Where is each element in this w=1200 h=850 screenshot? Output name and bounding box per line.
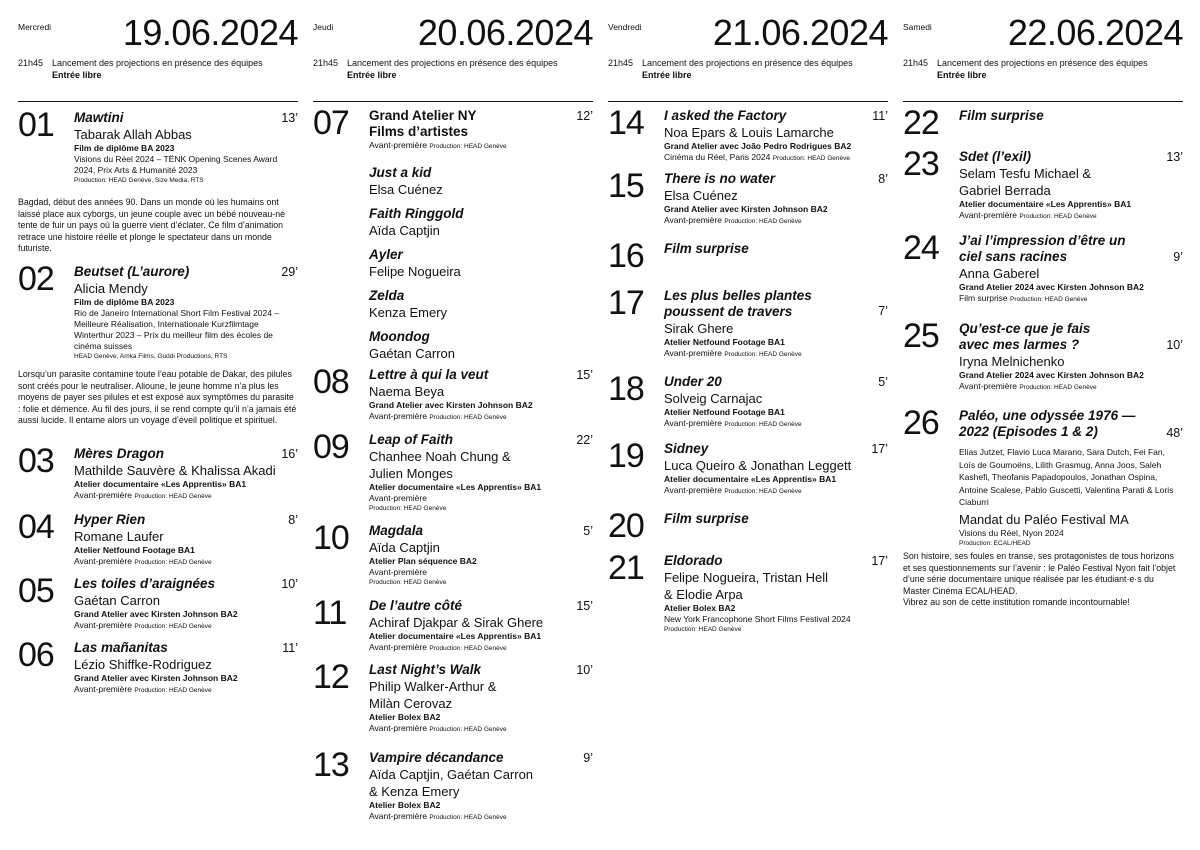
film-production: Production: HEAD Genève (429, 814, 507, 821)
screening-26 (903, 404, 1183, 548)
film-title: J’ai l’impression d’être un ciel sans racines (959, 233, 1126, 264)
intro-time: 21h45 (18, 58, 44, 68)
film-title: Mawtini (74, 110, 124, 125)
film-production: Production: HEAD Genève (134, 623, 212, 630)
film-duration: 9’ (1173, 250, 1183, 264)
film-duration: 48’ (1166, 426, 1183, 440)
screening-25 (903, 317, 1183, 392)
screening-24 (903, 229, 1183, 304)
film-director: Aïda Captjin, Gaétan Carron & Kenza Emery (369, 767, 534, 799)
film-duration: 11’ (872, 109, 888, 123)
film-course: Atelier documentaire «Les Apprentis» BA1 (74, 479, 247, 489)
screening-number: 22 (903, 104, 939, 142)
film-title: Film surprise (959, 108, 1044, 123)
film-duration: 7’ (878, 304, 888, 318)
day-name: Jeudi (313, 22, 334, 32)
day-name: Mercredi (18, 22, 52, 32)
film-director: Elsa Cuénez (664, 188, 738, 203)
screening-number: 15 (608, 167, 644, 205)
film-duration: 17’ (871, 442, 888, 456)
intro-line: Lancement des projections en présence des équipes (642, 58, 853, 68)
film-course: Film de diplôme BA 2023 (74, 143, 175, 153)
film-title: Mères Dragon (74, 446, 165, 461)
film-duration: 9’ (583, 751, 593, 765)
screening-number: 25 (903, 317, 939, 355)
film-title: Magdala (369, 523, 424, 538)
film-duration: 22’ (576, 433, 593, 447)
free-entry: Entrée libre (52, 69, 102, 80)
day-column-vendredi (608, 0, 888, 850)
film-title: Les toiles d’araignées (74, 576, 216, 591)
screening-number: 07 (313, 104, 349, 142)
film-director: Iryna Melnichenko (959, 354, 1065, 369)
film-description (903, 551, 1183, 609)
film-course: Atelier Netfound Footage BA1 (664, 337, 785, 347)
intro-time: 21h45 (608, 58, 634, 68)
screening-number: 05 (18, 572, 54, 610)
screening-11 (313, 594, 593, 653)
intro-text (52, 58, 263, 81)
film-duration: 11’ (282, 641, 298, 655)
film-title: Film surprise (664, 241, 749, 256)
film-note: Avant-première (959, 381, 1017, 391)
film-duration: 13’ (1166, 150, 1183, 164)
screening-06 (18, 636, 298, 695)
film-title: Moondog (369, 329, 430, 344)
film-course: Grand Atelier avec Kirsten Johnson BA2 (369, 400, 533, 410)
film-description-text: Son histoire, ses foules en transe, ses protagonistes de tous horizons et ses questionnements sur l’avenir : le Paléo Festival Nyon fait l’objet d’une série documentaire unique réalisée par les étudiant·e·s du Master Cinéma ECAL/HEAD. (903, 551, 1176, 596)
film-awards: Visions du Réel 2024 – TËNK Opening Scenes Award 2024, Prix Arts & Humanité 2023 (74, 154, 278, 175)
screening-20 (608, 507, 888, 545)
film-title: De l’autre côté (369, 598, 463, 613)
screening-number: 18 (608, 370, 644, 408)
screening-number: 13 (313, 746, 349, 784)
film-duration: 5’ (878, 375, 888, 389)
film-course: Grand Atelier avec João Pedro Rodrigues BA2 (664, 141, 852, 151)
film-title: Leap of Faith (369, 432, 453, 447)
film-title: Las mañanitas (74, 640, 168, 655)
film-note: Cinéma du Réel, Paris 2024 (664, 152, 771, 162)
film-director: Luca Queiro & Jonathan Leggett (664, 458, 852, 473)
film-course: Atelier documentaire «Les Apprentis» BA1 (369, 482, 542, 492)
screening-number: 06 (18, 636, 54, 674)
film-director: Achiraf Djakpar & Sirak Ghere (369, 615, 544, 630)
screening-09 (313, 428, 593, 513)
film-director: Anna Gaberel (959, 266, 1040, 281)
film-course: Atelier documentaire «Les Apprentis» BA1 (959, 199, 1132, 209)
screening-17 (608, 284, 888, 359)
film-course: Grand Atelier avec Kirsten Johnson BA2 (74, 609, 238, 619)
film-title: Paléo, une odyssée 1976 — 2022 (Episodes 1 & 2) (959, 408, 1136, 439)
film-production: Production: HEAD Genève (664, 626, 742, 633)
intro-time: 21h45 (313, 58, 339, 68)
day-date: 20.06.2024 (417, 12, 593, 53)
film-production: Production: ECAL/HEAD (959, 539, 1031, 547)
film-production: Production: HEAD Genève (724, 351, 802, 358)
film-title: Beutset (L’aurore) (74, 264, 190, 279)
screening-number: 04 (18, 508, 54, 546)
screening-16 (608, 237, 888, 275)
film-production: Production: HEAD Genève (369, 505, 447, 512)
film-note: Avant-première (664, 485, 722, 495)
film-note: Avant-première (74, 684, 132, 694)
film-title: Just a kid (369, 165, 432, 180)
film-director: Elsa Cuénez (369, 182, 443, 197)
film-director: Aïda Captjin (369, 223, 440, 238)
divider (313, 101, 593, 102)
film-duration: 8’ (288, 513, 298, 527)
film-title: Ayler (369, 247, 403, 262)
film-director: Felipe Nogueira, Tristan Hell & Elodie Arpa (664, 570, 829, 602)
film-course: Atelier Netfound Footage BA1 (74, 545, 195, 555)
divider (608, 101, 888, 102)
intro-line: Lancement des projections en présence des équipes (347, 58, 558, 68)
film-title: Qu’est-ce que je fais avec mes larmes ? (959, 321, 1091, 352)
film-director: Mathilde Sauvère & Khalissa Akadi (74, 463, 276, 478)
screening-18 (608, 370, 888, 429)
intro-line: Lancement des projections en présence des équipes (52, 58, 263, 68)
film-note: Avant-première (664, 348, 722, 358)
film-course: Atelier documentaire «Les Apprentis» BA1 (369, 631, 542, 641)
film-description: Bagdad, début des années 90. Dans un monde où les humains ont laissé place aux cyborgs, un jeune couple avec un bébé nouveau-né tente de fuir un pays où la guerre vient d’éclater. Ce film d’animation retrace une histoire réelle et plonge le spectateur dans un monde futuriste. (18, 197, 286, 254)
film-course: Atelier Bolex BA2 (369, 800, 441, 810)
film-description: Lorsqu’un parasite contamine toute l’eau potable de Dakar, des pilules sont créés pour le neutraliser. Alioune, le jeune homme n’a plus les moyens de payer ses pilules et est exposé aux symptômes du parasite : folie et démence. Au fil des jours, il se rend compte qu’il n’a jamais été aussi lucide. Il entame alors un voyage d’éveil politique et spirituel. (18, 369, 297, 426)
film-production: Production: HEAD Genève (772, 155, 851, 162)
film-duration: 16’ (281, 447, 298, 461)
intro-text (937, 58, 1148, 81)
screening-21 (608, 549, 888, 634)
film-production: Production: HEAD Genève (369, 579, 447, 586)
film-note: Avant-première (369, 493, 427, 503)
film-production: Production: HEAD Genève (724, 421, 802, 428)
film-note: Avant-première (664, 215, 722, 225)
screening-02 (18, 260, 298, 361)
screening-13 (313, 746, 593, 822)
film-director: Lézio Shiffke-Rodriguez (74, 657, 212, 672)
screening-number: 14 (608, 104, 644, 142)
day-column-samedi (903, 0, 1183, 850)
film-note: Film surprise (959, 293, 1008, 303)
screening-10 (313, 519, 593, 587)
intro-line: Lancement des projections en présence des équipes (937, 58, 1148, 68)
film-course: Film de diplôme BA 2023 (74, 297, 175, 307)
film-note: Avant-première (369, 140, 427, 150)
screening-number: 23 (903, 145, 939, 183)
film-title: Lettre à qui la veut (369, 367, 489, 382)
film-duration: 8’ (878, 172, 888, 186)
film-course: Grand Atelier 2024 avec Kirsten Johnson BA2 (959, 370, 1144, 380)
film-director: Felipe Nogueira (369, 264, 461, 279)
film-title: Vampire décandance (369, 750, 504, 765)
film-director: Noa Epars & Louis Lamarche (664, 125, 834, 140)
screening-number: 02 (18, 260, 54, 298)
screening-04 (18, 508, 298, 567)
film-title: Grand Atelier NY Films d’artistes (369, 108, 477, 139)
film-director: Gaétan Carron (74, 593, 160, 608)
screening-14 (608, 104, 888, 163)
film-description-closing: Vibrez au son de cette institution romande incontournable! (903, 597, 1130, 608)
film-duration: 29’ (281, 265, 298, 279)
film-course: Atelier Bolex BA2 (369, 712, 441, 722)
film-production: Production: HEAD Genève (429, 645, 507, 652)
film-note: Avant-première (959, 210, 1017, 220)
film-director: Tabarak Allah Abbas (74, 127, 192, 142)
film-director: Alicia Mendy (74, 281, 148, 296)
film-production: Production: HEAD Genève (134, 559, 212, 566)
film-director: Selam Tesfu Michael & Gabriel Berrada (959, 166, 1091, 198)
film-course: Grand Atelier 2024 avec Kirsten Johnson BA2 (959, 282, 1144, 292)
screening-number: 08 (313, 363, 349, 401)
film-duration: 10’ (281, 577, 298, 591)
day-name: Samedi (903, 22, 932, 32)
divider (18, 101, 298, 102)
film-production: Production: HEAD Genève (1019, 384, 1097, 391)
film-production: Production: HEAD Genève (1010, 296, 1088, 303)
film-note: Avant-première (664, 418, 722, 428)
film-duration: 15’ (576, 599, 593, 613)
day-name: Vendredi (608, 22, 642, 32)
film-director: Sirak Ghere (664, 321, 734, 336)
film-duration: 12’ (576, 109, 593, 123)
film-director: Chanhee Noah Chung & Julien Monges (369, 449, 511, 481)
film-production: Production: HEAD Genève (429, 414, 507, 421)
intro-time: 21h45 (903, 58, 929, 68)
film-mandate: Mandat du Paléo Festival MA (959, 511, 1129, 527)
free-entry: Entrée libre (937, 69, 987, 80)
film-production: Production: HEAD Genève (724, 488, 802, 495)
film-course: Grand Atelier avec Kirsten Johnson BA2 (664, 204, 828, 214)
film-production: Production: HEAD Genève (429, 143, 507, 150)
screening-03 (18, 442, 298, 501)
screening-number: 24 (903, 229, 939, 267)
film-note: Avant-première (74, 556, 132, 566)
film-note: Avant-première (369, 411, 427, 421)
film-director: Naema Beya (369, 384, 445, 399)
film-note: New York Francophone Short Films Festival 2024 (664, 614, 851, 624)
intro-text (642, 58, 853, 81)
screening-23 (903, 145, 1183, 221)
film-director: Aïda Captjin (369, 540, 440, 555)
film-title: Hyper Rien (74, 512, 146, 527)
film-title: Faith Ringgold (369, 206, 464, 221)
film-authors: Elias Jutzet, Flavio Luca Marano, Sara Dutch, Fei Fan, Loïs de Goumoëns, Lilith Grasmug, Anna Joos, Saleh Kashefi, Theofanis Papadopoulos, Jonathan Ospina, Antoine Scalese, Pablo Guscetti, Valentina Parati & Loris Ciaburri (959, 447, 1174, 507)
screening-number: 01 (18, 106, 54, 144)
film-title: Eldorado (664, 553, 723, 568)
film-duration: 5’ (583, 524, 593, 538)
divider (903, 101, 1183, 102)
film-note: Avant-première (369, 642, 427, 652)
screening-number: 12 (313, 658, 349, 696)
screening-12 (313, 658, 593, 734)
screening-22 (903, 104, 1183, 142)
film-duration: 15’ (576, 368, 593, 382)
film-course: Atelier documentaire «Les Apprentis» BA1 (664, 474, 837, 484)
screening-number: 10 (313, 519, 349, 557)
day-date: 21.06.2024 (712, 12, 888, 53)
screening-number: 21 (608, 549, 644, 587)
film-production: Production: HEAD Genève (134, 687, 212, 694)
free-entry: Entrée libre (642, 69, 692, 80)
screening-number: 17 (608, 284, 644, 322)
film-production: Production: HEAD Genève (724, 218, 802, 225)
day-date: 22.06.2024 (1007, 12, 1183, 53)
film-duration: 17’ (871, 554, 888, 568)
film-title: Film surprise (664, 511, 749, 526)
film-director: Gaétan Carron (369, 346, 455, 361)
screening-number: 19 (608, 437, 644, 475)
screening-15 (608, 167, 888, 226)
film-production: Production: HEAD Genève (1019, 213, 1097, 220)
day-date: 19.06.2024 (122, 12, 298, 53)
film-director: Solveig Carnajac (664, 391, 763, 406)
film-note: Avant-première (369, 567, 427, 577)
screening-01 (18, 106, 298, 185)
screening-07 (313, 104, 593, 362)
screening-number: 03 (18, 442, 54, 480)
day-column-mercredi (18, 0, 298, 850)
film-director: Romane Laufer (74, 529, 164, 544)
film-title: I asked the Factory (664, 108, 787, 123)
screening-number: 26 (903, 404, 939, 442)
film-title: Last Night’s Walk (369, 662, 482, 677)
screening-05 (18, 572, 298, 631)
film-note: Avant-première (74, 490, 132, 500)
screening-number: 20 (608, 507, 644, 545)
film-production: Production: HEAD Genève, Size Media, RTS (74, 177, 204, 184)
intro-text (347, 58, 558, 81)
film-title: Sidney (664, 441, 709, 456)
film-title: There is no water (664, 171, 776, 186)
film-note: Avant-première (369, 811, 427, 821)
film-production: HEAD Genève, Amka Films, Guddi Productions, RTS (74, 353, 228, 360)
screening-number: 16 (608, 237, 644, 275)
screening-number: 09 (313, 428, 349, 466)
film-title: Sdet (l’exil) (959, 149, 1032, 164)
film-course: Atelier Bolex BA2 (664, 603, 736, 613)
free-entry: Entrée libre (347, 69, 397, 80)
day-column-jeudi (313, 0, 593, 850)
film-title: Zelda (369, 288, 405, 303)
film-production: Production: HEAD Genève (134, 493, 212, 500)
film-duration: 10’ (1166, 338, 1183, 352)
film-awards: Rio de Janeiro International Short Film Festival 2024 – Meilleure Réalisation, Internationale Kurzfilmtage Winterthur 2023 – Prix du meilleur film des écoles de cinéma suisses (74, 308, 280, 351)
film-note: Avant-première (369, 723, 427, 733)
film-note: Visions du Réel, Nyon 2024 (959, 527, 1064, 538)
screening-19 (608, 437, 888, 496)
film-course: Grand Atelier avec Kirsten Johnson BA2 (74, 673, 238, 683)
film-course: Atelier Netfound Footage BA1 (664, 407, 785, 417)
film-director: Philip Walker-Arthur & Milàn Cerovaz (369, 679, 497, 711)
film-course: Atelier Plan séquence BA2 (369, 556, 477, 566)
film-duration: 10’ (576, 663, 593, 677)
screening-08 (313, 363, 593, 422)
film-title: Les plus belles plantes poussent de travers (664, 288, 812, 319)
film-title: Under 20 (664, 374, 722, 389)
film-note: Avant-première (74, 620, 132, 630)
screening-number: 11 (313, 594, 347, 632)
film-duration: 13’ (281, 111, 298, 125)
film-production: Production: HEAD Genève (429, 726, 507, 733)
film-director: Kenza Emery (369, 305, 448, 320)
